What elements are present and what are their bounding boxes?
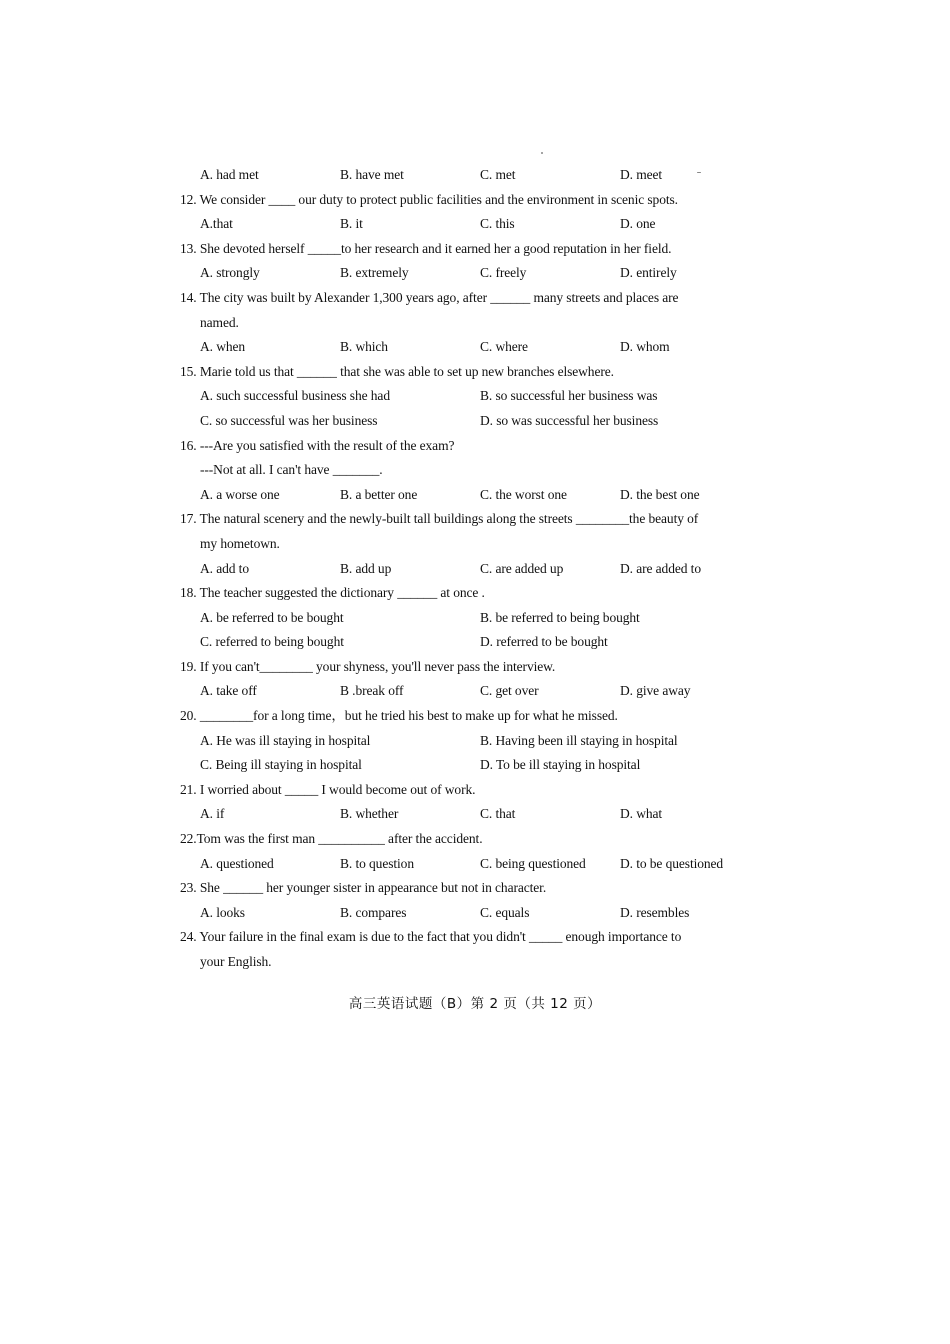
option-d: D. so was successful her business [480, 412, 659, 428]
question-stem: 17. The natural scenery and the newly-built tall buildings along the streets ________the beauty of [180, 511, 699, 527]
option-a: A. take off [200, 683, 257, 699]
option-b: B. extremely [340, 265, 409, 281]
question-list [180, 163, 760, 975]
option-d: D. one [620, 216, 656, 232]
option-b: B. be referred to being bought [480, 609, 640, 625]
option-d: D. to be questioned [620, 855, 724, 871]
option-c: C. equals [480, 904, 530, 920]
question-14 [180, 286, 760, 360]
option-d: D. resembles [620, 904, 690, 920]
question-20 [180, 704, 760, 778]
option-b: B. Having been ill staying in hospital [480, 732, 678, 748]
option-b: B. compares [340, 904, 407, 920]
option-b: B. so successful her business was [480, 388, 658, 404]
option-b: B. have met [340, 167, 404, 182]
option-a: A. when [200, 339, 246, 355]
question-22 [180, 827, 760, 876]
question-13 [180, 237, 760, 286]
option-c: C. referred to being bought [200, 634, 344, 650]
option-d: D. what [620, 806, 663, 822]
question-23 [180, 876, 760, 925]
option-a: A. if [200, 806, 225, 822]
option-c: C. where [480, 339, 528, 355]
option-b: B. a better one [340, 486, 418, 502]
option-d: D. To be ill staying in hospital [480, 757, 641, 773]
question-12 [180, 188, 760, 237]
option-c: C. met [480, 167, 516, 182]
option-d: D. meet [620, 167, 663, 182]
question-stem: 15. Marie told us that ______ that she was able to set up new branches elsewhere. [180, 363, 614, 379]
question-21 [180, 778, 760, 827]
option-d: D. entirely [620, 265, 677, 281]
option-a: A. looks [200, 904, 245, 920]
question-stem: 18. The teacher suggested the dictionary ______ at once . [180, 585, 485, 601]
option-c: C. being questioned [480, 855, 586, 871]
question-24 [180, 925, 760, 974]
question-17 [180, 507, 760, 581]
option-c: C. so successful was her business [200, 412, 378, 428]
question-18 [180, 581, 760, 655]
scan-speck [541, 152, 543, 154]
option-d: D. whom [620, 339, 670, 355]
option-b: B. to question [340, 855, 414, 871]
option-a: A. such successful business she had [200, 388, 390, 404]
question-stem-continued: ---Not at all. I can't have _______. [200, 462, 383, 478]
option-b: B. whether [340, 806, 399, 822]
option-d: D. referred to be bought [480, 634, 608, 650]
question-15 [180, 360, 760, 434]
question-stem: 12. We consider ____ our duty to protect public facilities and the environment in scenic spots. [180, 191, 678, 207]
question-11-options [180, 163, 760, 188]
question-stem: 16. ---Are you satisfied with the result of the exam? [180, 437, 455, 453]
question-16 [180, 434, 760, 508]
question-stem: 19. If you can't________ your shyness, you'll never pass the interview. [180, 658, 556, 674]
question-stem-continued: my hometown. [200, 535, 280, 551]
option-d: D. give away [620, 683, 691, 699]
option-c: C. freely [480, 265, 527, 281]
question-stem-continued: your English. [200, 954, 272, 969]
option-c: C. Being ill staying in hospital [200, 757, 362, 773]
option-c: C. the worst one [480, 486, 567, 502]
option-a: A.that [200, 216, 233, 232]
option-d: D. are added to [620, 560, 701, 576]
option-a: A. be referred to be bought [200, 609, 344, 625]
option-b: B .break off [340, 683, 404, 699]
question-19 [180, 655, 760, 704]
option-a: A. questioned [200, 855, 274, 871]
option-c: C. get over [480, 683, 539, 699]
option-a: A. add to [200, 560, 249, 576]
question-stem: 24. Your failure in the final exam is due to the fact that you didn't _____ enough importance to [180, 929, 682, 945]
option-d: D. the best one [620, 486, 700, 502]
question-stem: 22.Tom was the first man __________ after the accident. [180, 831, 483, 847]
page-footer: 高三英语试题（B）第 2 页（共 12 页） [348, 996, 602, 1012]
question-stem: 20. ________for a long time，but he tried his best to make up for what he missed. [180, 708, 618, 724]
option-b: B. it [340, 216, 363, 232]
question-stem: 14. The city was built by Alexander 1,300 years ago, after ______ many streets and places are [180, 289, 679, 305]
option-c: C. that [480, 806, 516, 822]
option-a: A. He was ill staying in hospital [200, 732, 371, 748]
question-stem: 23. She ______ her younger sister in appearance but not in character. [180, 880, 547, 896]
option-a: A. had met [200, 167, 259, 182]
option-b: B. which [340, 339, 388, 355]
question-stem: 13. She devoted herself _____to her research and it earned her a good reputation in her field. [180, 240, 672, 256]
option-c: C. this [480, 216, 515, 232]
option-b: B. add up [340, 560, 392, 576]
option-c: C. are added up [480, 560, 564, 576]
option-a: A. strongly [200, 265, 260, 281]
question-stem: 21. I worried about _____ I would become out of work. [180, 781, 476, 797]
question-stem-continued: named. [200, 314, 239, 330]
option-a: A. a worse one [200, 486, 280, 502]
